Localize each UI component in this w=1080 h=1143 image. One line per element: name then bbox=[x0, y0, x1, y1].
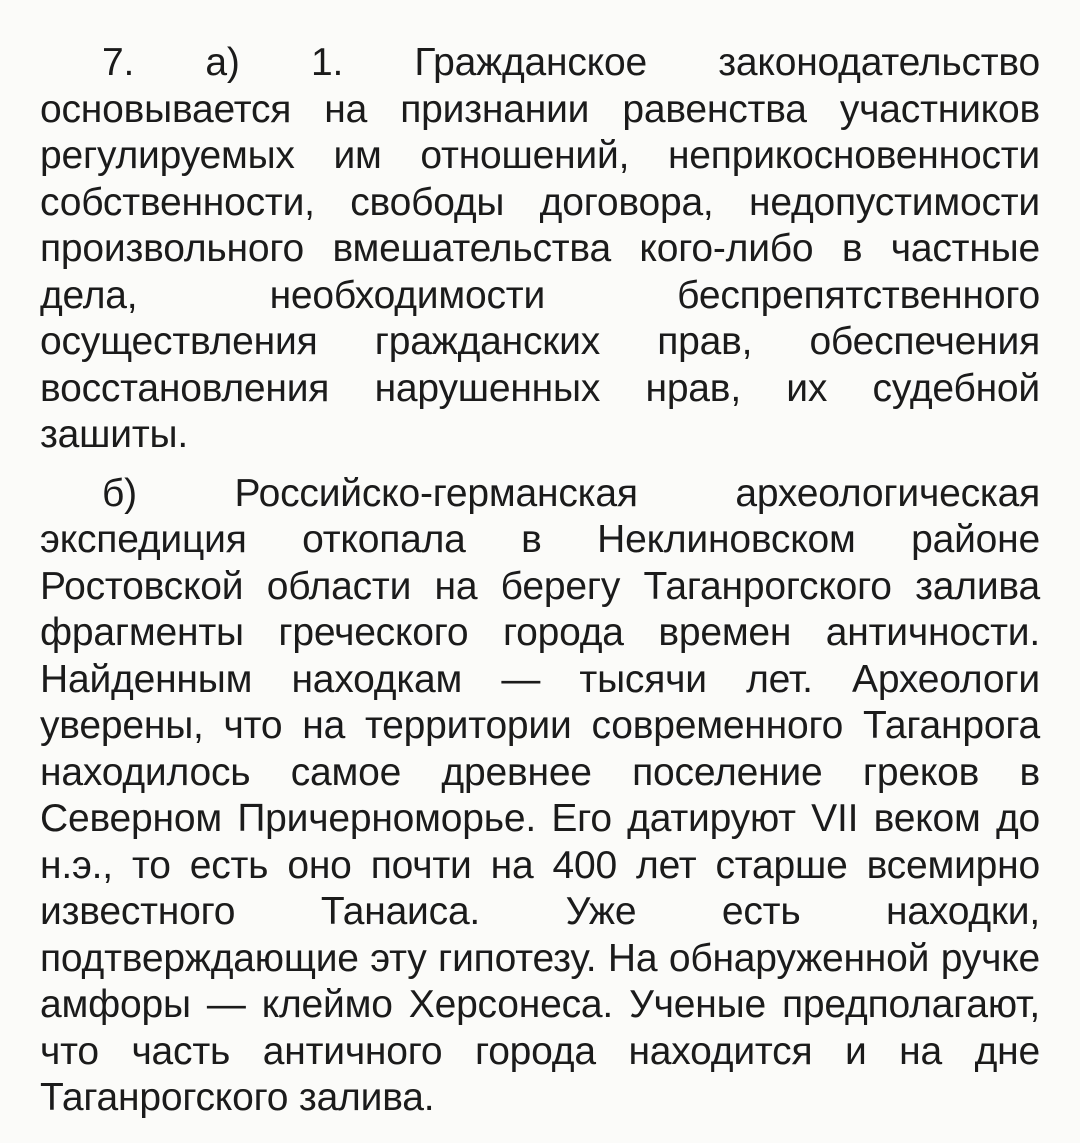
paragraph-a: 7. а) 1. Гражданское законодательство основывается на признании равенства участников регулируемых им отношений, неприкосновенности собственности, свободы договора, недопустимости произвольного вмешательства кого-либо в частные дела, необходимости беспрепятственного осуществления гражданских прав, обеспечения восстановления нарушенных нрав, их судебной зашиты. bbox=[40, 41, 1040, 456]
paragraph-b: б) Российско-германская археологическая экспедиция откопала в Неклиновском районе Ростовской области на берегу Таганрогского залива фрагменты греческого города времен античности. Найденным находкам — тысячи лет. Археологи уверены, что на территории современного Таганрога находилось самое древнее поселение греков в Северном Причерноморье. Его датируют VII веком до н.э., то есть оно почти на 400 лет старше всемирно известного Танаиса. Уже есть находки, подтверждающие эту гипотезу. На обнаруженной ручке амфоры — клеймо Херсонеса. Ученые предполагают, что часть античного города находится и на дне Таганрогского залива. bbox=[40, 471, 1040, 1119]
document-text bbox=[40, 40, 1040, 1122]
